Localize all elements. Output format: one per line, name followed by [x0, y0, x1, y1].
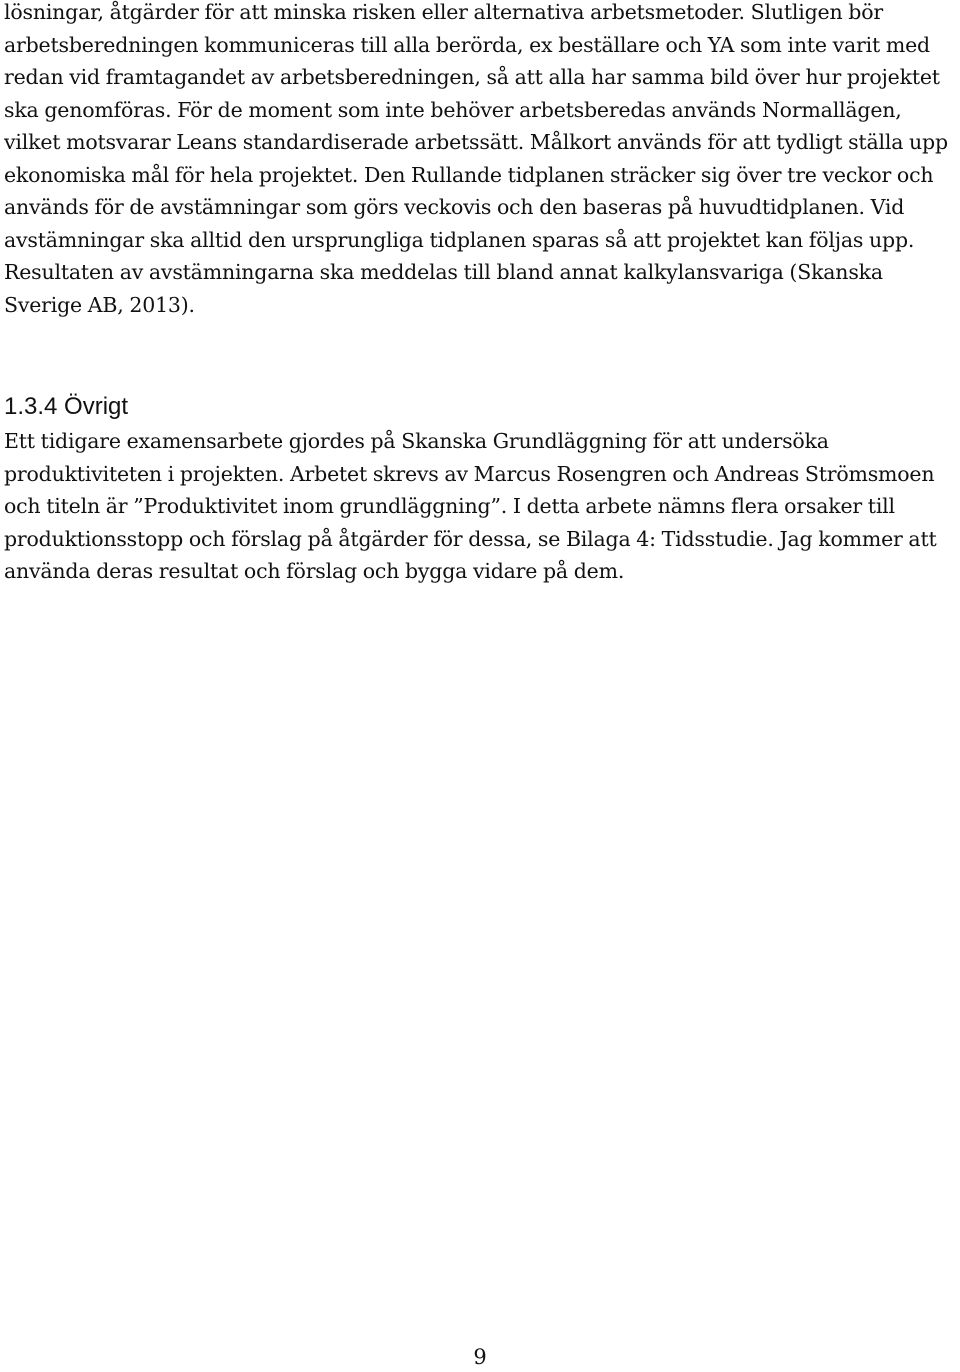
body-paragraph-work-preparation: lösningar, åtgärder för att minska risken eller alternativa arbetsmetoder. Slutligen bör arbetsberedningen kommuniceras till alla berörda, ex beställare och YA som inte varit med redan vid framtagandet av arbetsberedningen, så att alla har samma bild över hur projektet ska genomföras. För de moment som inte behöver arbetsberedas används Normallägen, vilket motsvarar Leans standardiserade arbetssätt. Målkort används för att tydligt ställa upp ekonomiska mål för hela projektet. Den Rullande tidplanen sträcker sig över tre veckor och används för de avstämningar som görs veckovis och den baseras på huvudtidplanen. Vid avstämningar ska alltid den ursprungliga tidplanen sparas så att projektet kan följas upp. Resultaten av avstämningarna ska meddelas till bland annat kalkylansvariga (Skanska Sverige AB, 2013).	[4, 0, 948, 317]
page-number: 9	[473, 1345, 487, 1369]
body-paragraph-previous-thesis: Ett tidigare examensarbete gjordes på Skanska Grundläggning för att undersöka produktiviteten i projekten. Arbetet skrevs av Marcus Rosengren och Andreas Strömsmoen och titeln är ”Produktivitet inom grundläggning”. I detta arbete nämns flera orsaker till produktionsstopp och förslag på åtgärder för dessa, se Bilaga 4: Tidsstudie. Jag kommer att använda deras resultat och förslag och bygga vidare på dem.	[4, 429, 937, 583]
section-heading-ovrigt: 1.3.4 Övrigt	[4, 393, 129, 420]
